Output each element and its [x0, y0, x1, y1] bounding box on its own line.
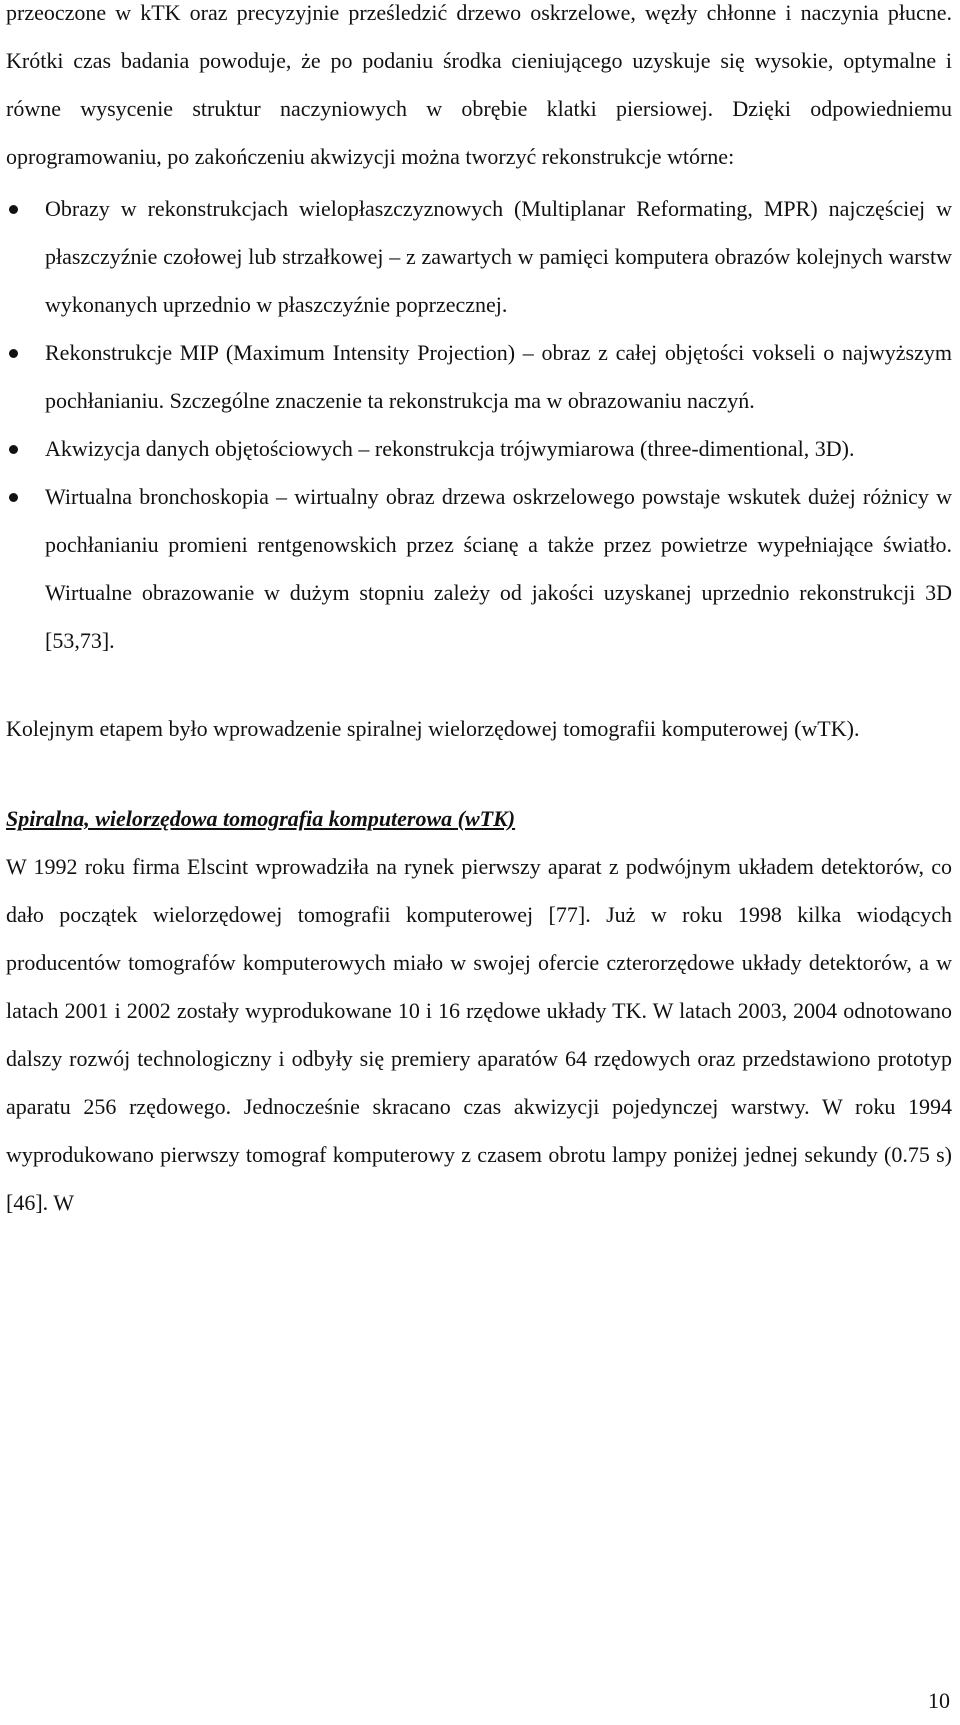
bullet-icon	[9, 349, 18, 358]
list-item	[6, 329, 952, 425]
list-item	[6, 185, 952, 329]
list-item-text: Akwizycja danych objętościowych – rekonstrukcja trójwymiarowa (three-dimentional, 3D).	[45, 436, 855, 461]
list-item-text: Rekonstrukcje MIP (Maximum Intensity Projection) – obraz z całej objętości vokseli o najwyższym pochłanianiu. Szczególne znaczenie ta rekonstrukcja ma w obrazowaniu naczyń.	[45, 340, 952, 413]
list-item	[6, 473, 952, 665]
bullet-icon	[9, 493, 18, 502]
document-page	[6, 0, 952, 1227]
page-number: 10	[928, 1688, 950, 1713]
list-item-text: Obrazy w rekonstrukcjach wielopłaszczyznowych (Multiplanar Reformating, MPR) najczęściej w płaszczyźnie czołowej lub strzałkowej – z zawartych w pamięci komputera obrazów kolejnych warstw wykonanych uprzednio w płaszczyźnie poprzecznej.	[45, 196, 952, 317]
section-heading: Spiralna, wielorzędowa tomografia komputerowa (wTK)	[6, 806, 516, 831]
transition-paragraph: Kolejnym etapem było wprowadzenie spiralnej wielorzędowej tomografii komputerowej (wTK).	[6, 716, 860, 741]
bullet-icon	[9, 205, 18, 214]
list-item	[6, 425, 952, 473]
bullet-icon	[9, 445, 18, 454]
intro-paragraph: przeoczone w kTK oraz precyzyjnie prześledzić drzewo oskrzelowe, węzły chłonne i naczynia płucne. Krótki czas badania powoduje, że po podaniu środka cieniującego uzyskuje się wysokie, optymalne i równe wysycenie struktur naczyniowych w obrębie klatki piersiowej. Dzięki odpowiedniemu oprogramowaniu, po zakończeniu akwizycji można tworzyć rekonstrukcje wtórne:	[6, 0, 952, 169]
section-paragraph: W 1992 roku firma Elscint wprowadziła na rynek pierwszy aparat z podwójnym układem detektorów, co dało początek wielorzędowej tomografii komputerowej [77]. Już w roku 1998 kilka wiodących producentów tomografów komputerowych miało w swojej ofercie czterorzędowe układy detektorów, a w latach 2001 i 2002 zostały wyprodukowane 10 i 16 rzędowe układy TK. W latach 2003, 2004 odnotowano dalszy rozwój technologiczny i odbyły się premiery aparatów 64 rzędowych oraz przedstawiono prototyp aparatu 256 rzędowego. Jednocześnie skracano czas akwizycji pojedynczej warstwy. W roku 1994 wyprodukowano pierwszy tomograf komputerowy z czasem obrotu lampy poniżej jednej sekundy (0.75 s) [46]. W	[6, 854, 952, 1215]
reconstruction-list	[6, 185, 952, 665]
list-item-text: Wirtualna bronchoskopia – wirtualny obraz drzewa oskrzelowego powstaje wskutek dużej różnicy w pochłanianiu promieni rentgenowskich przez ścianę a także przez powietrze wypełniające światło. Wirtualne obrazowanie w dużym stopniu zależy od jakości uzyskanej uprzednio rekonstrukcji 3D [53,73].	[45, 484, 952, 653]
